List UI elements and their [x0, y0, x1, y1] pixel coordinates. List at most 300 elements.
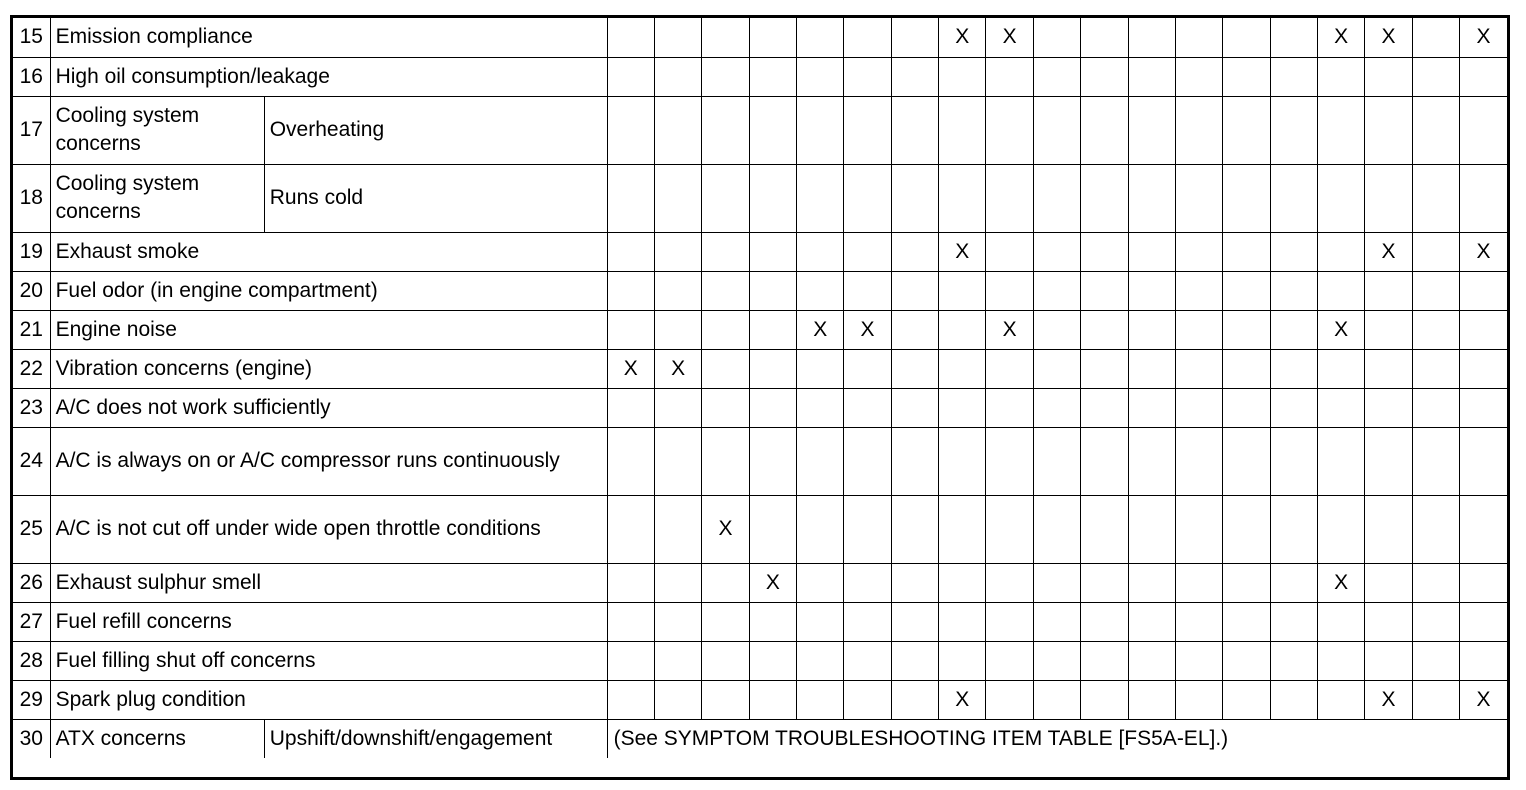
check-mark-cell — [986, 57, 1033, 96]
concern-label: Emission compliance — [50, 18, 607, 57]
row-number: 18 — [13, 164, 50, 232]
table-row — [13, 427, 1507, 495]
check-mark-cell — [939, 349, 986, 388]
check-mark-cell — [1412, 232, 1459, 271]
check-mark-cell — [891, 495, 938, 563]
check-mark-cell — [1270, 271, 1317, 310]
check-mark-cell: X — [1460, 18, 1507, 57]
check-mark-cell — [1223, 232, 1270, 271]
check-mark-cell — [607, 680, 654, 719]
check-mark-cell — [607, 164, 654, 232]
check-mark-cell — [1412, 427, 1459, 495]
check-mark-cell — [1033, 495, 1080, 563]
row-number: 27 — [13, 602, 50, 641]
check-mark-cell — [1460, 602, 1507, 641]
check-mark-cell — [654, 680, 701, 719]
check-mark-cell — [1412, 602, 1459, 641]
check-mark-cell: X — [1317, 18, 1364, 57]
check-mark-cell — [1365, 641, 1412, 680]
row-number: 16 — [13, 57, 50, 96]
check-mark-cell — [797, 563, 844, 602]
check-mark-cell — [939, 96, 986, 164]
check-mark-cell — [1412, 164, 1459, 232]
concern-label: Exhaust smoke — [50, 232, 607, 271]
check-mark-cell — [986, 388, 1033, 427]
check-mark-cell — [1223, 96, 1270, 164]
check-mark-cell — [1365, 96, 1412, 164]
check-mark-cell — [1175, 232, 1222, 271]
concern-label: High oil consumption/leakage — [50, 57, 607, 96]
check-mark-cell — [844, 57, 891, 96]
check-mark-cell — [891, 680, 938, 719]
check-mark-cell — [797, 680, 844, 719]
check-mark-cell — [1128, 57, 1175, 96]
check-mark-cell — [702, 349, 749, 388]
check-mark-cell — [1175, 96, 1222, 164]
check-mark-cell: X — [1317, 563, 1364, 602]
check-mark-cell — [1317, 495, 1364, 563]
check-mark-cell — [702, 680, 749, 719]
check-mark-cell — [607, 96, 654, 164]
check-mark-cell — [986, 427, 1033, 495]
check-mark-cell — [986, 164, 1033, 232]
check-mark-cell — [1365, 57, 1412, 96]
row-number: 15 — [13, 18, 50, 57]
row-number: 25 — [13, 495, 50, 563]
check-mark-cell — [749, 349, 796, 388]
check-mark-cell — [1175, 18, 1222, 57]
concern-label: A/C does not work sufficiently — [50, 388, 607, 427]
check-mark-cell — [844, 680, 891, 719]
check-mark-cell — [1317, 271, 1364, 310]
check-mark-cell — [1175, 563, 1222, 602]
check-mark-cell — [797, 602, 844, 641]
check-mark-cell — [749, 602, 796, 641]
check-mark-cell — [1270, 680, 1317, 719]
check-mark-cell — [1033, 349, 1080, 388]
table-row — [13, 563, 1507, 602]
check-mark-cell — [797, 427, 844, 495]
row-number: 26 — [13, 563, 50, 602]
check-mark-cell: X — [1365, 232, 1412, 271]
table-row — [13, 349, 1507, 388]
check-mark-cell — [1175, 349, 1222, 388]
check-mark-cell — [607, 641, 654, 680]
check-mark-cell — [607, 18, 654, 57]
check-mark-cell — [1365, 427, 1412, 495]
check-mark-cell — [654, 57, 701, 96]
check-mark-cell — [891, 96, 938, 164]
check-mark-cell — [1317, 232, 1364, 271]
row-number: 29 — [13, 680, 50, 719]
check-mark-cell — [939, 495, 986, 563]
concern-label: A/C is not cut off under wide open throttle conditions — [50, 495, 607, 563]
check-mark-cell — [1128, 602, 1175, 641]
check-mark-cell — [1460, 96, 1507, 164]
check-mark-cell — [1033, 310, 1080, 349]
check-mark-cell — [1270, 563, 1317, 602]
check-mark-cell — [1128, 495, 1175, 563]
check-mark-cell — [1365, 164, 1412, 232]
check-mark-cell — [939, 310, 986, 349]
check-mark-cell — [654, 18, 701, 57]
check-mark-cell — [654, 388, 701, 427]
check-mark-cell — [1270, 641, 1317, 680]
check-mark-cell — [939, 427, 986, 495]
check-mark-cell — [986, 271, 1033, 310]
check-mark-cell — [1081, 641, 1128, 680]
table-row — [13, 719, 1507, 758]
check-mark-cell — [844, 271, 891, 310]
check-mark-cell — [702, 388, 749, 427]
check-mark-cell — [1270, 388, 1317, 427]
check-mark-cell — [1365, 602, 1412, 641]
check-mark-cell — [1128, 310, 1175, 349]
check-mark-cell — [986, 602, 1033, 641]
concern-label: Exhaust sulphur smell — [50, 563, 607, 602]
check-mark-cell — [1223, 18, 1270, 57]
check-mark-cell — [1412, 349, 1459, 388]
check-mark-cell — [1223, 602, 1270, 641]
check-mark-cell — [844, 388, 891, 427]
check-mark-cell — [749, 96, 796, 164]
check-mark-cell — [1223, 563, 1270, 602]
check-mark-cell — [749, 680, 796, 719]
check-mark-cell — [1412, 641, 1459, 680]
check-mark-cell — [1270, 57, 1317, 96]
check-mark-cell — [702, 310, 749, 349]
check-mark-cell — [1412, 57, 1459, 96]
check-mark-cell — [654, 232, 701, 271]
check-mark-cell — [1128, 164, 1175, 232]
check-mark-cell — [1317, 641, 1364, 680]
check-mark-cell — [702, 602, 749, 641]
check-mark-cell — [1128, 563, 1175, 602]
check-mark-cell — [1128, 18, 1175, 57]
check-mark-cell — [844, 232, 891, 271]
check-mark-cell — [749, 641, 796, 680]
check-mark-cell — [1270, 18, 1317, 57]
check-mark-cell — [939, 57, 986, 96]
row-number: 20 — [13, 271, 50, 310]
table-row — [13, 18, 1507, 57]
check-mark-cell — [1412, 271, 1459, 310]
check-mark-cell — [1033, 388, 1080, 427]
check-mark-cell — [1033, 563, 1080, 602]
check-mark-cell: X — [654, 349, 701, 388]
check-mark-cell — [1270, 602, 1317, 641]
check-mark-cell: X — [844, 310, 891, 349]
check-mark-cell — [891, 57, 938, 96]
check-mark-cell — [1128, 388, 1175, 427]
check-mark-cell — [1460, 641, 1507, 680]
check-mark-cell — [702, 427, 749, 495]
check-mark-cell — [749, 232, 796, 271]
check-mark-cell — [654, 427, 701, 495]
check-mark-cell — [702, 271, 749, 310]
table-row — [13, 232, 1507, 271]
check-mark-cell — [654, 563, 701, 602]
check-mark-cell — [1175, 310, 1222, 349]
check-mark-cell — [844, 96, 891, 164]
check-mark-cell — [1460, 427, 1507, 495]
check-mark-cell — [1033, 232, 1080, 271]
check-mark-cell — [1033, 680, 1080, 719]
check-mark-cell: X — [797, 310, 844, 349]
check-mark-cell — [749, 427, 796, 495]
check-mark-cell — [1128, 96, 1175, 164]
check-mark-cell — [797, 57, 844, 96]
check-mark-cell — [1175, 271, 1222, 310]
check-mark-cell — [1270, 310, 1317, 349]
check-mark-cell — [1081, 310, 1128, 349]
row-number: 19 — [13, 232, 50, 271]
troubleshooting-table-sheet — [10, 15, 1510, 780]
concern-label: Engine noise — [50, 310, 607, 349]
table-row — [13, 641, 1507, 680]
check-mark-cell — [1081, 680, 1128, 719]
check-mark-cell — [1128, 427, 1175, 495]
check-mark-cell: X — [1317, 310, 1364, 349]
check-mark-cell — [654, 271, 701, 310]
check-mark-cell — [844, 18, 891, 57]
check-mark-cell — [1033, 271, 1080, 310]
check-mark-cell — [844, 641, 891, 680]
row-number: 24 — [13, 427, 50, 495]
check-mark-cell — [891, 310, 938, 349]
check-mark-cell — [1033, 18, 1080, 57]
check-mark-cell: X — [1365, 680, 1412, 719]
check-mark-cell — [702, 641, 749, 680]
check-mark-cell — [1412, 18, 1459, 57]
check-mark-cell — [1033, 602, 1080, 641]
check-mark-cell — [1128, 349, 1175, 388]
check-mark-cell: X — [939, 680, 986, 719]
check-mark-cell — [939, 164, 986, 232]
check-mark-cell — [1033, 57, 1080, 96]
check-mark-cell — [1223, 388, 1270, 427]
concern-label: Spark plug condition — [50, 680, 607, 719]
check-mark-cell — [986, 495, 1033, 563]
concern-label: Cooling system concerns — [50, 164, 264, 232]
check-mark-cell — [1412, 96, 1459, 164]
check-mark-cell — [986, 232, 1033, 271]
check-mark-cell — [1175, 427, 1222, 495]
check-mark-cell — [1270, 349, 1317, 388]
check-mark-cell — [607, 310, 654, 349]
check-mark-cell — [654, 495, 701, 563]
check-mark-cell — [702, 18, 749, 57]
check-mark-cell — [1317, 680, 1364, 719]
table-row — [13, 57, 1507, 96]
check-mark-cell — [654, 96, 701, 164]
table-row — [13, 602, 1507, 641]
check-mark-cell — [891, 563, 938, 602]
check-mark-cell: X — [1365, 18, 1412, 57]
check-mark-cell — [844, 164, 891, 232]
check-mark-cell: X — [607, 349, 654, 388]
check-mark-cell — [1223, 349, 1270, 388]
check-mark-cell — [939, 602, 986, 641]
check-mark-cell — [939, 271, 986, 310]
check-mark-cell — [1081, 271, 1128, 310]
check-mark-cell — [749, 271, 796, 310]
check-mark-cell — [1033, 641, 1080, 680]
check-mark-cell — [1412, 388, 1459, 427]
check-mark-cell — [607, 232, 654, 271]
check-mark-cell — [797, 388, 844, 427]
check-mark-cell — [654, 602, 701, 641]
table-row — [13, 680, 1507, 719]
row-number: 23 — [13, 388, 50, 427]
check-mark-cell — [797, 164, 844, 232]
check-mark-cell — [797, 495, 844, 563]
check-mark-cell — [1128, 271, 1175, 310]
check-mark-cell — [654, 641, 701, 680]
check-mark-cell — [1175, 641, 1222, 680]
check-mark-cell — [607, 388, 654, 427]
check-mark-cell — [797, 271, 844, 310]
concern-label: Cooling system concerns — [50, 96, 264, 164]
check-mark-cell — [1317, 349, 1364, 388]
check-mark-cell — [1317, 164, 1364, 232]
check-mark-cell — [1270, 96, 1317, 164]
check-mark-cell: X — [1460, 680, 1507, 719]
check-mark-cell: X — [749, 563, 796, 602]
check-mark-cell — [1081, 232, 1128, 271]
check-mark-cell — [1081, 18, 1128, 57]
check-mark-cell — [844, 602, 891, 641]
check-mark-cell — [702, 232, 749, 271]
check-mark-cell — [702, 57, 749, 96]
check-mark-cell — [749, 495, 796, 563]
check-mark-cell — [939, 641, 986, 680]
check-mark-cell — [1223, 641, 1270, 680]
check-mark-cell — [844, 495, 891, 563]
check-mark-cell — [797, 641, 844, 680]
check-mark-cell — [1223, 680, 1270, 719]
check-mark-cell — [1270, 495, 1317, 563]
check-mark-cell — [1081, 495, 1128, 563]
check-mark-cell — [1223, 271, 1270, 310]
check-mark-cell — [1317, 602, 1364, 641]
check-mark-cell — [607, 57, 654, 96]
concern-label: Fuel odor (in engine compartment) — [50, 271, 607, 310]
check-mark-cell — [1317, 96, 1364, 164]
check-mark-cell — [844, 427, 891, 495]
check-mark-cell — [1081, 57, 1128, 96]
check-mark-cell — [986, 349, 1033, 388]
check-mark-cell — [1365, 495, 1412, 563]
check-mark-cell — [939, 388, 986, 427]
check-mark-cell — [891, 427, 938, 495]
concern-detail: Runs cold — [264, 164, 607, 232]
check-mark-cell — [1365, 388, 1412, 427]
check-mark-cell — [844, 349, 891, 388]
check-mark-cell — [1365, 310, 1412, 349]
check-mark-cell — [654, 310, 701, 349]
check-mark-cell — [986, 563, 1033, 602]
check-mark-cell — [1175, 680, 1222, 719]
table-row — [13, 164, 1507, 232]
check-mark-cell — [891, 271, 938, 310]
check-mark-cell — [891, 388, 938, 427]
check-mark-cell — [749, 310, 796, 349]
table-row — [13, 310, 1507, 349]
concern-label: Fuel refill concerns — [50, 602, 607, 641]
check-mark-cell — [1128, 232, 1175, 271]
check-mark-cell — [1081, 388, 1128, 427]
check-mark-cell — [1223, 164, 1270, 232]
check-mark-cell — [1412, 495, 1459, 563]
concern-detail: Overheating — [264, 96, 607, 164]
check-mark-cell — [1460, 495, 1507, 563]
check-mark-cell — [891, 349, 938, 388]
check-mark-cell — [1081, 602, 1128, 641]
check-mark-cell — [607, 602, 654, 641]
check-mark-cell — [1270, 427, 1317, 495]
check-mark-cell — [1460, 57, 1507, 96]
check-mark-cell — [797, 232, 844, 271]
check-mark-cell — [1033, 96, 1080, 164]
table-row — [13, 96, 1507, 164]
table-row — [13, 271, 1507, 310]
row-number: 22 — [13, 349, 50, 388]
check-mark-cell — [1365, 349, 1412, 388]
check-mark-cell — [1081, 96, 1128, 164]
check-mark-cell — [607, 495, 654, 563]
check-mark-cell — [1033, 164, 1080, 232]
check-mark-cell: X — [939, 18, 986, 57]
concern-label: A/C is always on or A/C compressor runs continuously — [50, 427, 607, 495]
row-number: 17 — [13, 96, 50, 164]
check-mark-cell — [607, 563, 654, 602]
check-mark-cell — [702, 563, 749, 602]
row-number: 28 — [13, 641, 50, 680]
check-mark-cell — [939, 563, 986, 602]
concern-label: Vibration concerns (engine) — [50, 349, 607, 388]
check-mark-cell — [1365, 271, 1412, 310]
check-mark-cell — [1223, 57, 1270, 96]
check-mark-cell — [891, 602, 938, 641]
symptom-troubleshooting-table — [13, 18, 1507, 758]
check-mark-cell — [891, 641, 938, 680]
check-mark-cell: X — [986, 310, 1033, 349]
check-mark-cell — [1317, 57, 1364, 96]
check-mark-cell — [749, 388, 796, 427]
check-mark-cell: X — [702, 495, 749, 563]
check-mark-cell — [797, 349, 844, 388]
concern-label: Fuel filling shut off concerns — [50, 641, 607, 680]
check-mark-cell — [986, 680, 1033, 719]
concern-label: ATX concerns — [50, 719, 264, 758]
row-number: 21 — [13, 310, 50, 349]
check-mark-cell — [1460, 349, 1507, 388]
check-mark-cell — [1175, 164, 1222, 232]
check-mark-cell — [1175, 602, 1222, 641]
check-mark-cell — [1317, 388, 1364, 427]
check-mark-cell — [891, 232, 938, 271]
check-mark-cell — [1460, 310, 1507, 349]
check-mark-cell — [1223, 495, 1270, 563]
reference-note: (See SYMPTOM TROUBLESHOOTING ITEM TABLE [FS5A-EL].) — [607, 719, 1507, 758]
check-mark-cell — [1128, 680, 1175, 719]
check-mark-cell: X — [939, 232, 986, 271]
check-mark-cell — [1460, 164, 1507, 232]
check-mark-cell — [1460, 271, 1507, 310]
check-mark-cell — [844, 563, 891, 602]
check-mark-cell — [1317, 427, 1364, 495]
